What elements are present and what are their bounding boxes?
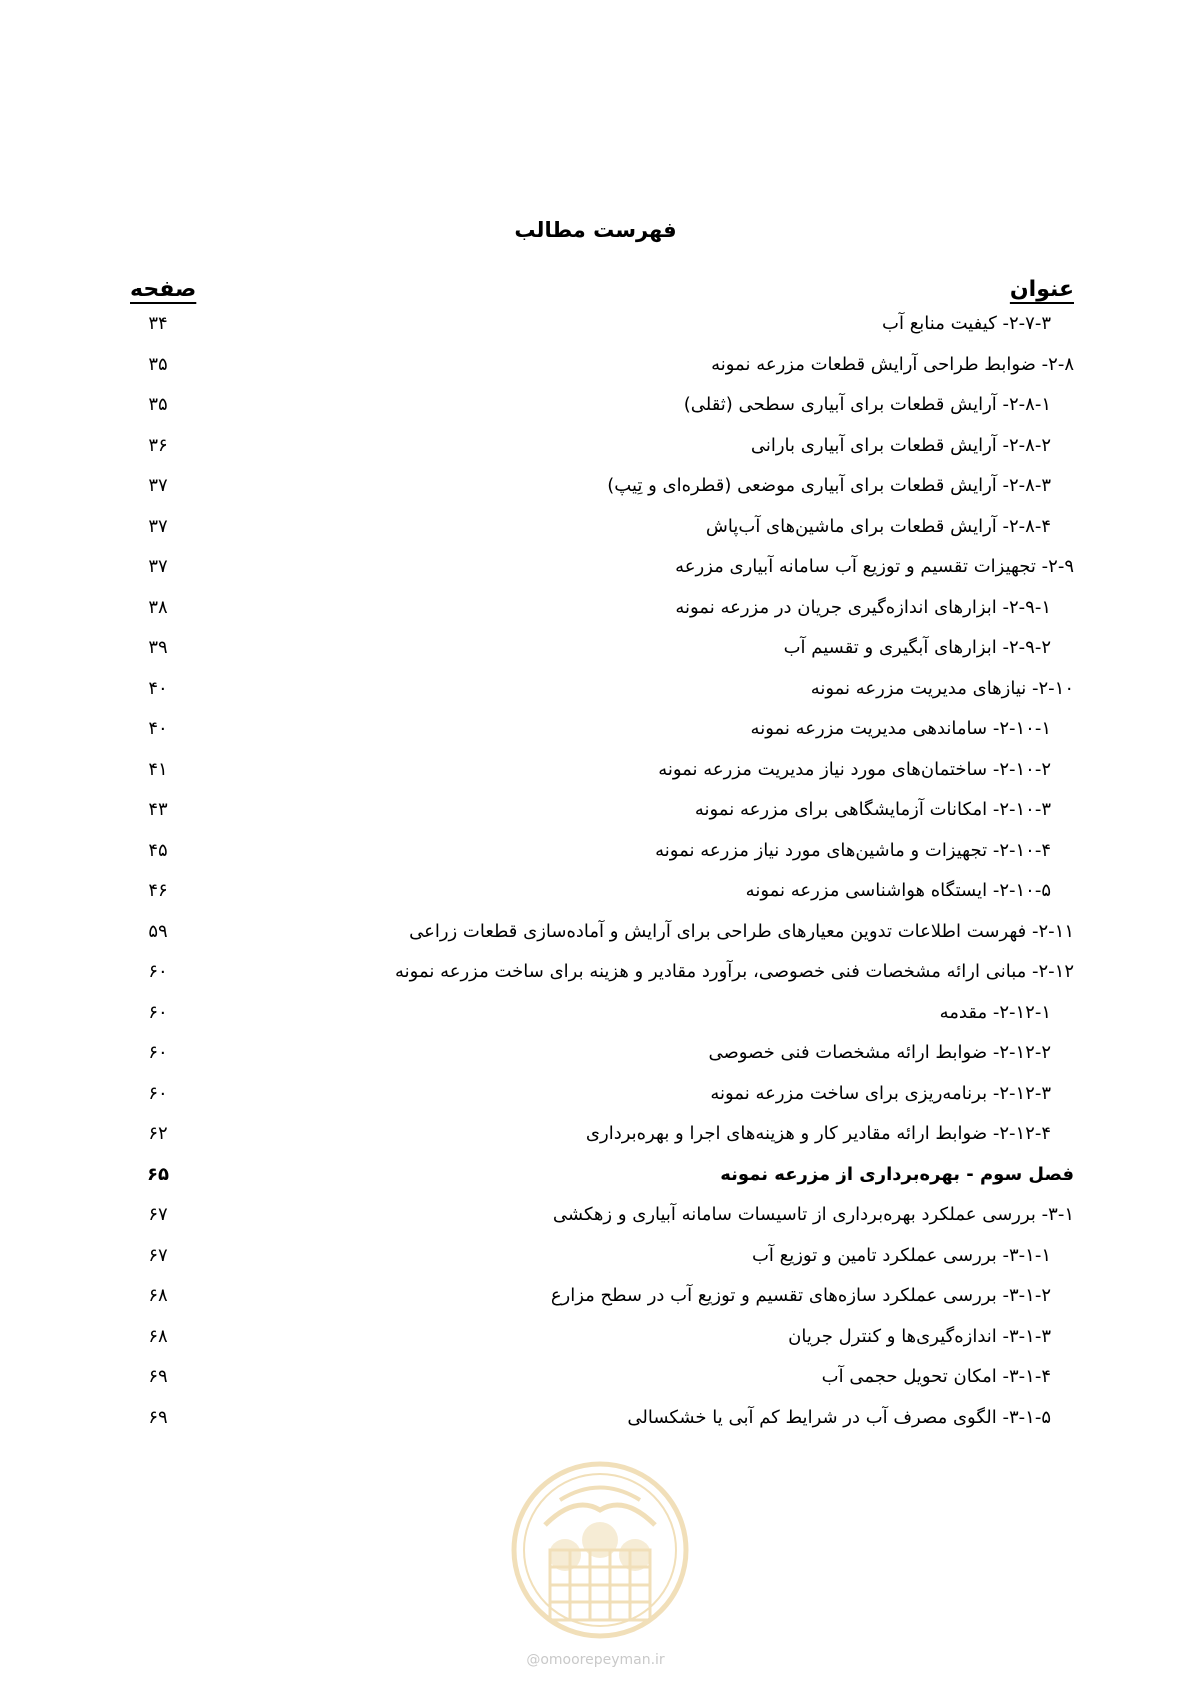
toc-entry bbox=[0, 1398, 1191, 1438]
toc-entry-page: ۶۷ bbox=[148, 1244, 168, 1266]
toc-entry-page: ۴۰ bbox=[148, 677, 168, 699]
toc-entry-title: ۲-۹-۱- ابزارهای اندازه‌گیری جریان در مزرعه نمونه bbox=[675, 596, 1051, 618]
toc-entry-title: ۳-۱-۱- بررسی عملکرد تامین و توزیع آب bbox=[751, 1244, 1051, 1266]
toc-entry bbox=[0, 1276, 1191, 1316]
toc-entry bbox=[0, 628, 1191, 668]
toc-entry bbox=[0, 952, 1191, 992]
toc-entry-page: ۳۹ bbox=[148, 637, 168, 658]
title-column-header: عنوان bbox=[1009, 277, 1074, 302]
toc-entry-title: ۲-۱۰-۵- ایستگاه هواشناسی مزرعه نمونه bbox=[745, 880, 1051, 901]
toc-entry bbox=[0, 1155, 1191, 1195]
toc-entry bbox=[0, 1357, 1191, 1397]
toc-entry bbox=[0, 385, 1191, 425]
toc-entry bbox=[0, 1195, 1191, 1235]
toc-entry bbox=[0, 750, 1191, 790]
toc-entry-title: ۳-۱-۲- بررسی عملکرد سازه‌های تقسیم و توزیع آب در سطح مزارع bbox=[550, 1285, 1051, 1306]
toc-entry-page: ۴۵ bbox=[148, 839, 168, 861]
toc-entry-title: ۲-۱۰- نیازهای مدیریت مزرعه نمونه bbox=[810, 677, 1074, 699]
toc-entry bbox=[0, 466, 1191, 506]
toc-entry-page: ۶۰ bbox=[148, 1001, 168, 1023]
toc-entry-page: ۳۵ bbox=[148, 353, 168, 375]
watermark-logo-icon bbox=[505, 1440, 695, 1660]
toc-entry-page: ۳۴ bbox=[148, 313, 168, 334]
toc-entry-title: ۳-۱-۴- امکان تحویل حجمی آب bbox=[821, 1366, 1051, 1387]
toc-entry-title: ۲-۸-۳- آرایش قطعات برای آبیاری موضعی (قطره‌ای و تِیپ) bbox=[607, 475, 1051, 496]
toc-entry bbox=[0, 871, 1191, 911]
toc-entry-page: ۳۵ bbox=[148, 394, 168, 415]
toc-entry bbox=[0, 507, 1191, 547]
toc-entry bbox=[0, 304, 1191, 344]
toc-entry-page: ۴۶ bbox=[148, 880, 168, 901]
toc-entry-page: ۶۰ bbox=[148, 1082, 168, 1104]
toc-entry-page: ۶۸ bbox=[148, 1285, 168, 1306]
toc-entry-title: ۲-۸-۱- آرایش قطعات برای آبیاری سطحی (ثقلی) bbox=[683, 394, 1051, 415]
toc-entry-page: ۶۷ bbox=[148, 1204, 168, 1225]
toc-entry bbox=[0, 831, 1191, 871]
toc-entry-title: ۲-۱۱- فهرست اطلاعات تدوین معیارهای طراحی برای آرایش و آماده‌سازی قطعات زراعی bbox=[409, 920, 1074, 942]
watermark-url: @omoorepeyman.ir bbox=[526, 1652, 665, 1668]
toc-entry-page: ۴۱ bbox=[148, 758, 168, 780]
toc-entry-title: ۲-۱۰-۴- تجهیزات و ماشین‌های مورد نیاز مزرعه نمونه bbox=[655, 839, 1051, 861]
toc-entry bbox=[0, 912, 1191, 952]
toc-entry-page: ۳۷ bbox=[148, 515, 168, 537]
toc-entry bbox=[0, 588, 1191, 628]
toc-entry-page: ۶۲ bbox=[148, 1123, 168, 1144]
toc-entry-title: ۳-۱-۳- اندازه‌گیری‌ها و کنترل جریان bbox=[788, 1325, 1051, 1347]
toc-entry-page: ۶۵ bbox=[147, 1163, 169, 1185]
toc-entry-title: ۲-۱۰-۱- ساماندهی مدیریت مزرعه نمونه bbox=[750, 718, 1051, 739]
toc-entry-page: ۶۹ bbox=[148, 1406, 168, 1428]
toc-entry bbox=[0, 790, 1191, 830]
toc-entry-title: ۲-۱۲-۱- مقدمه bbox=[939, 1001, 1051, 1023]
toc-entry-page: ۶۰ bbox=[148, 961, 168, 982]
toc-entry bbox=[0, 1074, 1191, 1114]
toc-entry bbox=[0, 1114, 1191, 1154]
toc-entry-title: ۲-۱۲-۴- ضوابط ارائه مقادیر کار و هزینه‌های اجرا و بهره‌برداری bbox=[585, 1123, 1051, 1144]
toc-entry-page: ۵۹ bbox=[148, 920, 168, 942]
toc-entry bbox=[0, 993, 1191, 1033]
toc-entry-title: ۲-۱۲- مبانی ارائه مشخصات فنی خصوصی، برآورد مقادیر و هزینه برای ساخت مزرعه نمونه bbox=[395, 961, 1074, 982]
toc-entry-page: ۳۸ bbox=[148, 596, 168, 618]
toc-entry bbox=[0, 1033, 1191, 1073]
toc-entry bbox=[0, 709, 1191, 749]
toc-entry-page: ۴۰ bbox=[148, 718, 168, 739]
toc-entry-page: ۳۶ bbox=[148, 434, 168, 456]
toc-entry-title: ۳-۱-۵- الگوی مصرف آب در شرایط کم آبی یا خشکسالی bbox=[627, 1406, 1051, 1428]
toc-entry bbox=[0, 1236, 1191, 1276]
toc-entry-title: ۲-۱۲-۳- برنامه‌ریزی برای ساخت مزرعه نمونه bbox=[710, 1082, 1051, 1104]
page-column-header: صفحه bbox=[130, 277, 197, 302]
toc-entry bbox=[0, 1317, 1191, 1357]
toc-entry-page: ۴۳ bbox=[148, 799, 168, 820]
toc-entry-title: ۲-۸-۲- آرایش قطعات برای آبیاری بارانی bbox=[750, 434, 1051, 456]
toc-entry-title: ۲-۱۲-۲- ضوابط ارائه مشخصات فنی خصوصی bbox=[708, 1042, 1051, 1063]
toc-entry-page: ۶۸ bbox=[148, 1325, 168, 1347]
toc-entry-title: ۲-۸-۴- آرایش قطعات برای ماشین‌های آب‌پاش bbox=[705, 515, 1051, 537]
toc-entry bbox=[0, 547, 1191, 587]
toc-entry bbox=[0, 669, 1191, 709]
toc-entry-title: ۲-۱۰-۳- امکانات آزمایشگاهی برای مزرعه نمونه bbox=[694, 799, 1051, 820]
toc-entry bbox=[0, 426, 1191, 466]
toc-entry-title: ۲-۹-۲- ابزارهای آبگیری و تقسیم آب bbox=[783, 637, 1051, 658]
toc-entry-title: ۲-۹- تجهیزات تقسیم و توزیع آب سامانه آبیاری مزرعه bbox=[675, 556, 1074, 577]
toc-entry-title: ۲-۷-۳- کیفیت منابع آب bbox=[882, 313, 1051, 334]
toc-entry-title: ۲-۸- ضوابط طراحی آرایش قطعات مزرعه نمونه bbox=[711, 353, 1074, 375]
toc-entry-title: فصل سوم - بهره‌برداری از مزرعه نمونه bbox=[720, 1163, 1074, 1185]
toc-entry-page: ۳۷ bbox=[148, 556, 168, 577]
toc-entry bbox=[0, 345, 1191, 385]
toc-entry-page: ۶۰ bbox=[148, 1042, 168, 1063]
toc-entry-title: ۲-۱۰-۲- ساختمان‌های مورد نیاز مدیریت مزرعه نمونه bbox=[658, 758, 1051, 780]
toc-entry-page: ۶۹ bbox=[148, 1366, 168, 1387]
toc-entry-page: ۳۷ bbox=[148, 475, 168, 496]
toc-entry-title: ۳-۱- بررسی عملکرد بهره‌برداری از تاسیسات سامانه آبیاری و زهکشی bbox=[552, 1204, 1074, 1225]
page-title: فهرست مطالب bbox=[514, 218, 677, 242]
